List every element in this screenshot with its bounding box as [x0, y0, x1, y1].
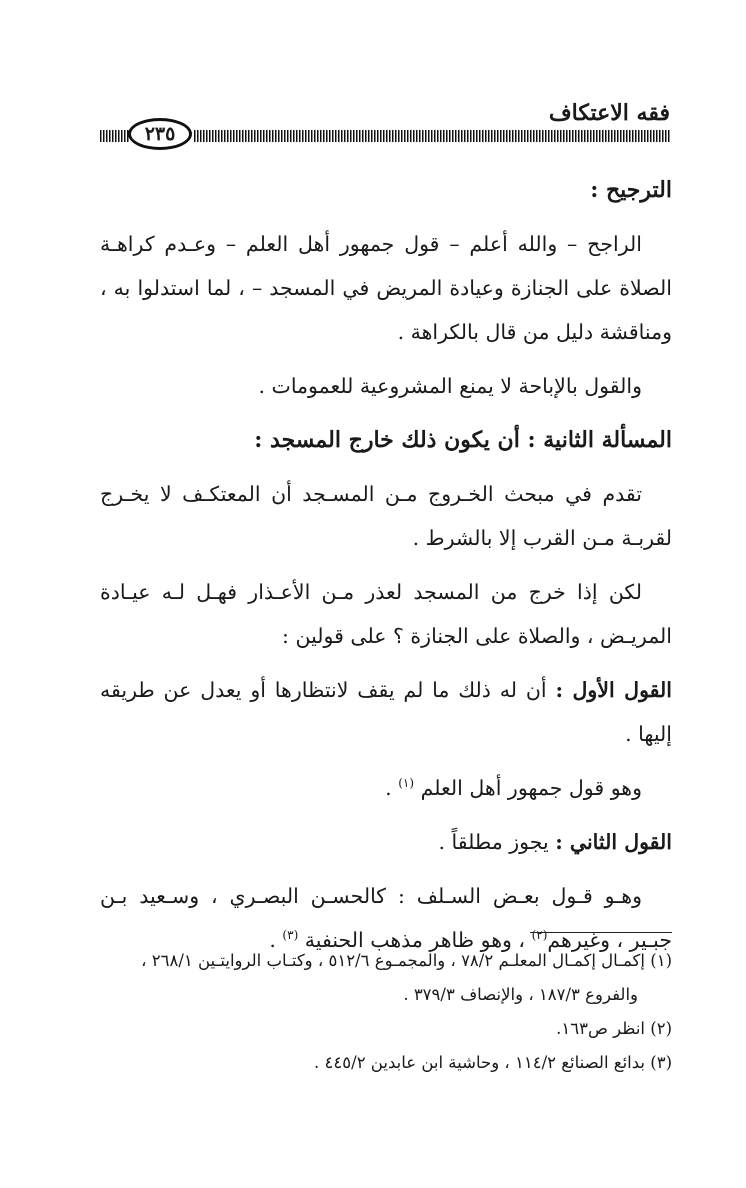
first-opinion-label: القول الأول :: [555, 678, 672, 702]
footnotes: [100, 944, 672, 1080]
paragraph-majority: [100, 766, 672, 810]
footnote-2: (٢) انظر ص١٦٣.: [556, 1019, 672, 1038]
section-heading-second-issue: المسألة الثانية : أن يكون ذلك خارج المسجد :: [254, 427, 672, 453]
footnote-separator: [530, 932, 672, 933]
main-text: [100, 168, 672, 972]
footnote-ref-3: (٣): [282, 928, 299, 943]
second-opinion: [100, 820, 672, 864]
footnote-3: (٣) بدائع الصنائع ١١٤/٢ ، وحاشية ابن عابدين ٤٤٥/٢ .: [314, 1053, 672, 1072]
majority-text: وهو قول جمهور أهل العلم: [420, 776, 642, 800]
paragraph-permissibility: والقول بالإباحة لا يمنع المشروعية للعمومات .: [258, 374, 642, 398]
paragraph-excuse: لكن إذا خرج من المسجد لعذر مـن الأعـذار فهـل لـه عيـادة المريـض ، والصلاة على الجنازة ؟ على قولين :: [100, 580, 672, 648]
footnote-ref-1: (١): [398, 776, 415, 791]
page-header: [100, 98, 670, 156]
header-rule-stub: [100, 130, 130, 142]
hanafi-text: ، وهو ظاهر مذهب الحنفية: [304, 928, 526, 952]
first-opinion-text: أن له ذلك ما لم يقف لانتظارها أو يعدل عن طريقه إليها .: [100, 678, 672, 746]
second-opinion-text: يجوز مطلقاً .: [438, 830, 549, 854]
footnote-1-line-1: (١) إكمـال إكمـال المعلـم ٧٨/٢ ، والمجمـوع ٥١٢/٦ ، وكتـاب الروايتـين ٢٦٨/١ ،: [141, 951, 672, 970]
salaf-end: .: [269, 928, 276, 952]
second-opinion-label: القول الثاني :: [555, 830, 672, 854]
paragraph-leaving-mosque: تقدم في مبحث الخـروج مـن المسـجد أن المعتكـف لا يخـرج لقربـة مـن القرب إلا بالشرط .: [100, 482, 672, 550]
paragraph-preponderance: الراجح – والله أعلم – قول جمهور أهل العلم – وعـدم كراهـة الصلاة على الجنازة وعيادة المريض في المسجد – ، لما استدلوا به ، ومناقشة دليل من قال بالكراهة .: [100, 232, 672, 344]
majority-end: .: [385, 776, 392, 800]
salaf-text: وهـو قـول بعـض السـلف : كالحسـن البصـري ، وسـعيد بـن جبـير ، وغيرهم: [100, 884, 672, 952]
footnote-ref-2: (٢): [531, 928, 548, 943]
running-title: فقه الاعتكاف: [548, 100, 670, 126]
section-heading-tarjih: الترجيح :: [590, 177, 672, 203]
first-opinion: [100, 668, 672, 756]
footnote-1-line-2: والفروع ١٨٧/٣ ، والإنصاف ٣٧٩/٣ .: [403, 985, 638, 1004]
page-number: ٢٣٥: [128, 118, 192, 150]
header-rule: [194, 130, 670, 142]
